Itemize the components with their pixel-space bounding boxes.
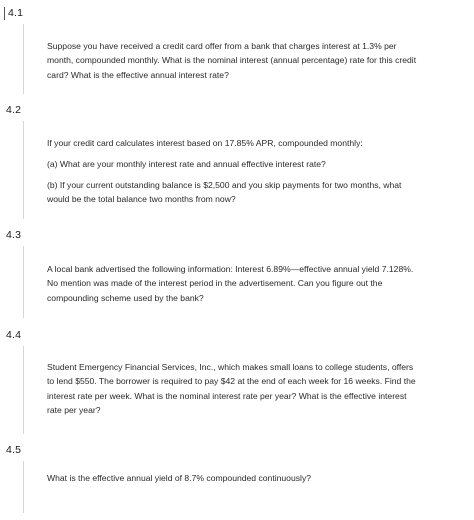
problem-divider [23, 24, 24, 94]
problem-number: 4.4 [6, 329, 22, 341]
problem-divider [23, 246, 24, 318]
problem-number: 4.2 [6, 104, 22, 116]
problem-divider [23, 346, 24, 434]
text-line: rate per year? [47, 405, 101, 416]
problem-text [47, 262, 459, 305]
text-cursor [4, 7, 5, 20]
problem-text [47, 471, 459, 485]
problem-text [47, 178, 459, 207]
text-line: compounding scheme used by the bank? [47, 292, 204, 303]
text-line: Suppose you have received a credit card offer from a bank that charges interest at 1.3% per [47, 41, 397, 51]
text-line: What is the effective annual yield of 8.7% compounded continuously? [47, 473, 312, 483]
text-line: No mention was made of the interest period in the advertisement. Can you figure out the [47, 278, 383, 289]
text-line: (a) What are your monthly interest rate and annual effective interest rate? [47, 159, 326, 169]
problem-divider [23, 461, 24, 513]
problem-number: 4.3 [6, 229, 22, 241]
text-line: Student Emergency Financial Services, Inc., which makes small loans to college students, offers [47, 362, 414, 372]
text-line: (b) If your current outstanding balance is $2,500 and you skip payments for two months, what [47, 180, 402, 190]
problem-text [47, 360, 459, 418]
problem-text [47, 157, 459, 171]
text-line: month, compounded monthly. What is the nominal interest (annual percentage) rate for this credit [47, 55, 417, 66]
text-line: to lend $550. The borrower is required to pay $42 at the end of each week for 16 weeks. Find the [47, 376, 416, 387]
problem-text [47, 136, 459, 150]
problem-number: 4.5 [6, 444, 22, 456]
text-line: card? What is the effective annual interest rate? [47, 69, 229, 80]
text-line: A local bank advertised the following information: Interest 6.89%—effective annual yield 7.128%. [47, 264, 414, 274]
problem-text [47, 39, 459, 82]
text-line: If your credit card calculates interest based on 17.85% APR, compounded monthly: [47, 138, 363, 148]
text-line: interest rate per week. What is the nominal interest rate per year? What is the effective interest [47, 390, 407, 401]
problem-divider [23, 121, 24, 219]
problem-number: 4.1 [8, 7, 24, 19]
text-line: would be the total balance two months from now? [47, 194, 236, 205]
